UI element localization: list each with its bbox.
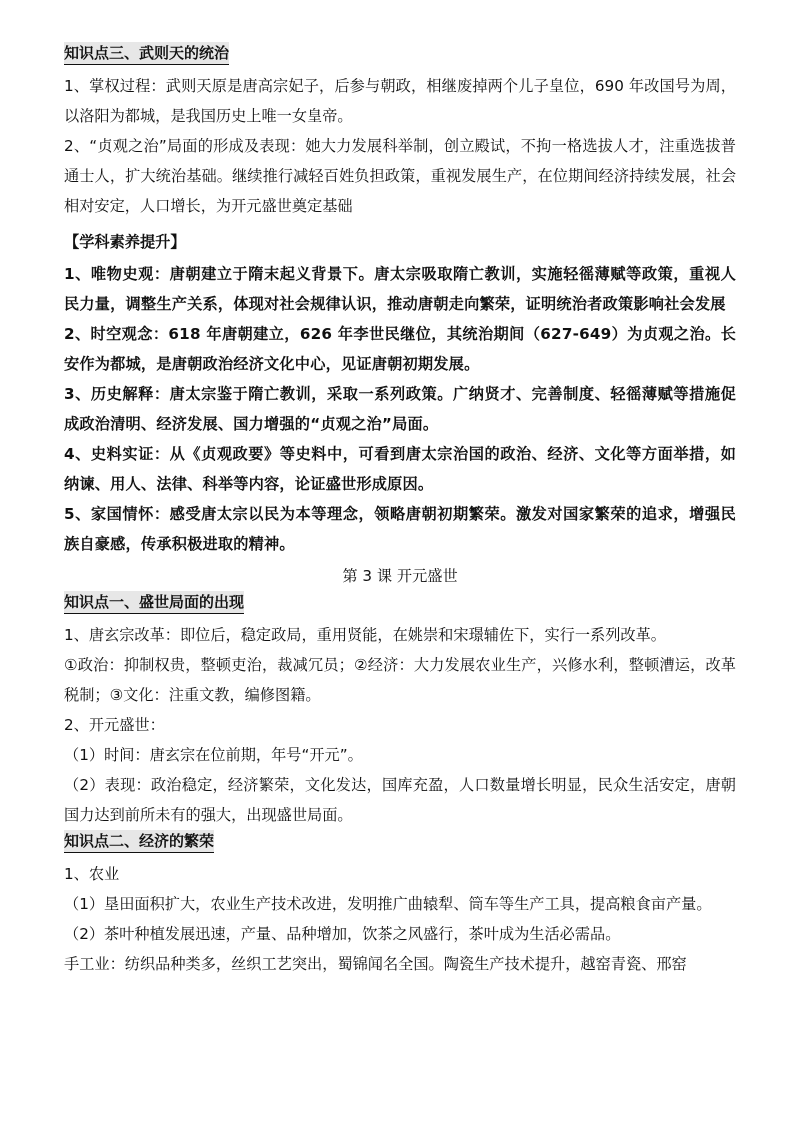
literacy-item-2: 2、时空观念：618 年唐朝建立，626 年李世民继位，其统治期间（627-649）为贞观之治。长安作为都城，是唐朝政治经济文化中心，见证唐朝初期发展。: [64, 325, 736, 373]
section-heading-prosperity: 知识点一、盛世局面的出现: [64, 591, 244, 614]
literacy-item-5: 5、家国情怀：感受唐太宗以民为本等理念，领略唐朝初期繁荣。激发对国家繁荣的追求，增强民族自豪感，传承积极进取的精神。: [64, 505, 736, 553]
section-title-literacy: 【学科素养提升】: [64, 233, 186, 251]
section-heading-wu-zetian: 知识点三、武则天的统治: [64, 42, 229, 65]
paragraph-xuanzong-reform: 1、唐玄宗改革：即位后，稳定政局，重用贤能，在姚崇和宋璟辅佐下，实行一系列改革。: [64, 626, 666, 644]
paragraph-kaiyuan-performance: （2）表现：政治稳定，经济繁荣，文化发达，国库充盈，人口数量增长明显，民众生活安定，唐朝国力达到前所未有的强大，出现盛世局面。: [64, 776, 736, 824]
paragraph-kaiyuan-time: （1）时间：唐玄宗在位前期，年号“开元”。: [64, 746, 363, 764]
literacy-item-3: 3、历史解释：唐太宗鉴于隋亡教训，采取一系列政策。广纳贤才、完善制度、轻徭薄赋等措施促成政治清明、经济发展、国力增强的“贞观之治”局面。: [64, 385, 736, 433]
literacy-item-1: 1、唯物史观：唐朝建立于隋末起义背景下。唐太宗吸取隋亡教训，实施轻徭薄赋等政策，重视人民力量，调整生产关系，体现对社会规律认识，推动唐朝走向繁荣，证明统治者政策影响社会发展: [64, 265, 736, 313]
paragraph-kaiyuan-title: 2、开元盛世：: [64, 716, 165, 734]
literacy-item-4: 4、史料实证：从《贞观政要》等史料中，可看到唐太宗治国的政治、经济、文化等方面举措，如纳谏、用人、法律、科举等内容，论证盛世形成原因。: [64, 445, 736, 493]
paragraph-agriculture-2: （2）茶叶种植发展迅速，产量、品种增加，饮茶之风盛行，茶叶成为生活必需品。: [64, 925, 621, 943]
lesson-title: 第 3 课 开元盛世: [342, 567, 458, 585]
paragraph-rise-to-power: 1、掌权过程：武则天原是唐高宗妃子，后参与朝政，相继废掉两个儿子皇位，690 年改国号为周，以洛阳为都城，是我国历史上唯一女皇帝。: [64, 77, 736, 125]
paragraph-reform-details: ①政治：抑制权贵，整顿吏治，裁减冗员；②经济：大力发展农业生产，兴修水利，整顿漕运，改革税制；③文化：注重文教，编修图籍。: [64, 656, 736, 704]
document-page: [64, 42, 736, 979]
paragraph-zhenguan-formation: 2、“贞观之治”局面的形成及表现：她大力发展科举制，创立殿试，不拘一格选拔人才，注重选拔普通士人，扩大统治基础。继续推行减轻百姓负担政策，重视发展生产，在位期间经济持续发展，社会相对安定，人口增长，为开元盛世奠定基础: [64, 137, 736, 215]
paragraph-agriculture: 1、农业: [64, 865, 120, 883]
paragraph-agriculture-1: （1）垦田面积扩大，农业生产技术改进，发明推广曲辕犁、筒车等生产工具，提高粮食亩产量。: [64, 895, 712, 913]
paragraph-handicraft: 手工业：纺织品种类多，丝织工艺突出，蜀锦闻名全国。陶瓷生产技术提升，越窑青瓷、邢窑: [64, 955, 687, 973]
section-heading-economy: 知识点二、经济的繁荣: [64, 830, 214, 853]
